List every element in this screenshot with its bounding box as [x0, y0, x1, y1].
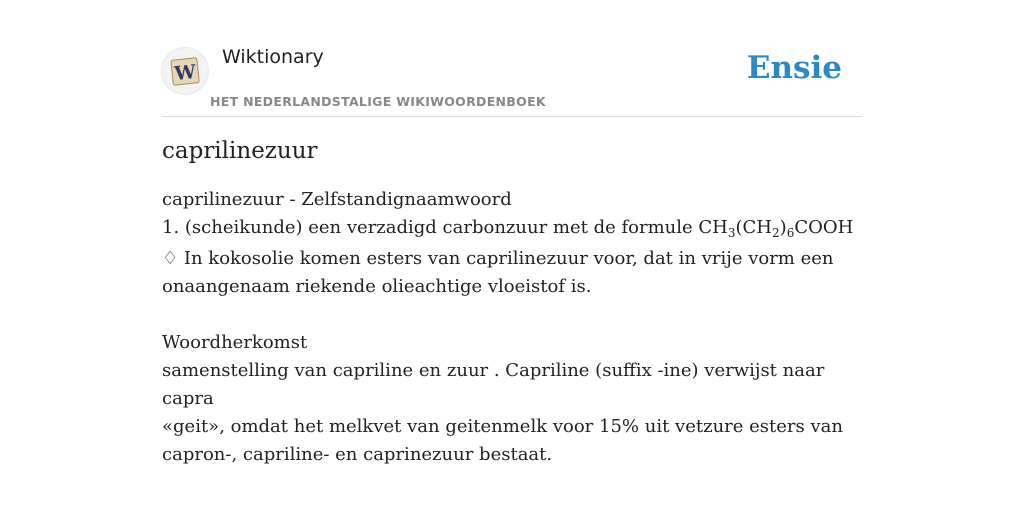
formula-part: (CH [735, 217, 773, 238]
example-line: ♢ In kokosolie komen esters van caprilinezuur voor, dat in vrije vorm een [162, 248, 834, 269]
site-header [162, 44, 862, 117]
page-title: caprilinezuur [162, 138, 318, 164]
formula-part: COOH [794, 217, 854, 238]
definition-text: 1. (scheikunde) een verzadigd carbonzuur met de formule [162, 217, 699, 238]
site-title[interactable]: Wiktionary [222, 46, 324, 68]
etymology-line: «geit», omdat het melkvet van geitenmelk voor 15% uit vetzure esters van [162, 416, 843, 437]
example-line: onaangenaam riekende olieachtige vloeistof is. [162, 276, 592, 297]
formula-subscript: 6 [786, 226, 795, 240]
formula-subscript: 2 [772, 226, 780, 240]
etymology-heading: Woordherkomst [162, 332, 308, 353]
wiktionary-logo-icon[interactable] [162, 48, 208, 94]
spacer [162, 301, 862, 329]
etymology-line: capron-, capriline- en caprinezuur bestaat. [162, 444, 553, 465]
entry-content [162, 138, 862, 469]
formula-subscript: 3 [727, 226, 736, 240]
definition-line [162, 214, 862, 242]
etymology-line: samenstelling van capriline en zuur . Capriline (suffix -ine) verwijst naar capra [162, 360, 825, 409]
formula-part: ) [779, 217, 787, 238]
part-of-speech-line: caprilinezuur - Zelfstandignaamwoord [162, 189, 512, 210]
formula-part: CH [698, 217, 728, 238]
ensie-brand-link[interactable]: Ensie [746, 50, 842, 86]
site-subtitle: HET NEDERLANDSTALIGE WIKIWOORDENBOEK [210, 94, 546, 109]
svg-text:W: W [173, 60, 197, 86]
